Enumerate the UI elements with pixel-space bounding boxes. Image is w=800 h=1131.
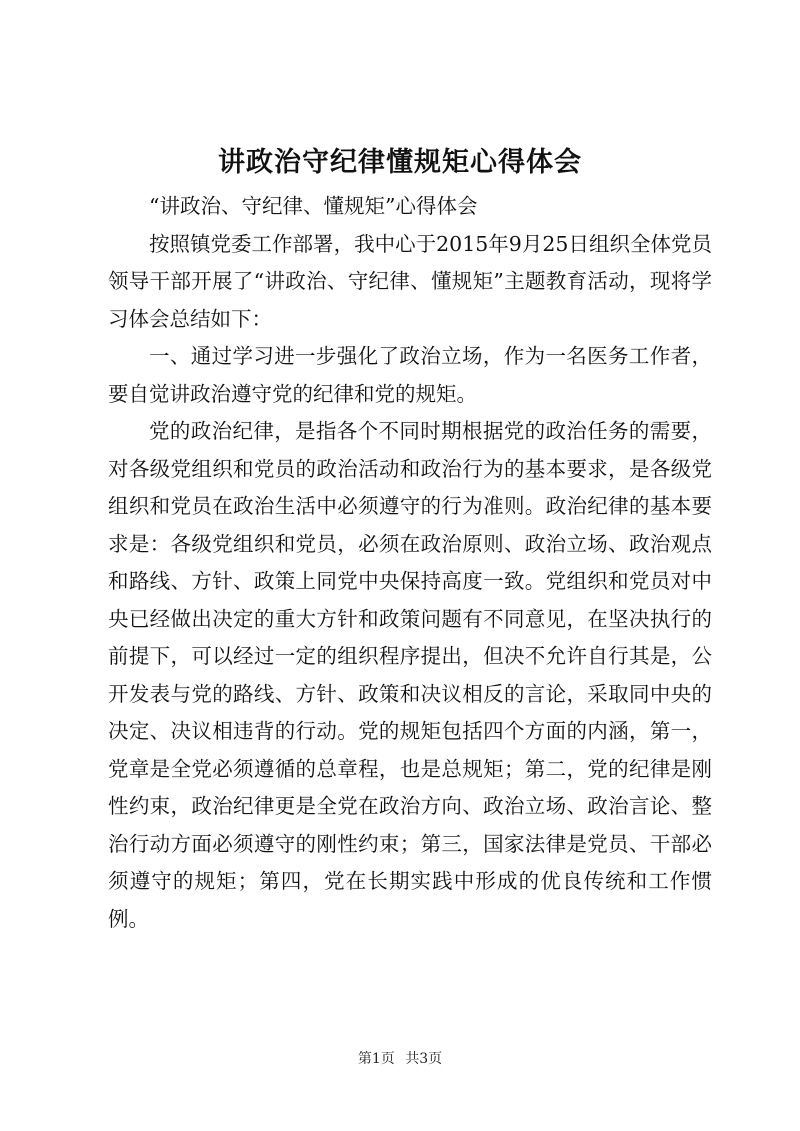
document-title: 讲政治守纪律懂规矩心得体会 — [218, 147, 582, 178]
total-pages: 共3页 — [405, 1051, 443, 1067]
page-number: 第1页 — [357, 1051, 395, 1067]
page-footer — [0, 1048, 800, 1068]
intro-paragraph: 按照镇党委工作部署，我中心于2015年9月25日组织全体党员领导干部开展了“讲政治、守纪律、懂规矩”主题教育活动，现将学习体会总结如下： — [108, 231, 712, 331]
political-discipline-paragraph: 党的政治纪律，是指各个不同时期根据党的政治任务的需要，对各级党组织和党员的政治活动和政治行为的基本要求，是各级党组织和党员在政治生活中必须遵守的行为准则。政治纪律的基本要求是：各级党组织和党员，必须在政治原则、政治立场、政治观点和路线、方针、政策上同党中央保持高度一致。党组织和党员对中央已经做出决定的重大方针和政策问题有不同意见，在坚决执行的前提下，可以经过一定的组织程序提出，但决不允许自行其是，公开发表与党的路线、方针、政策和决议相反的言论，采取同中央的决定、决议相违背的行动。党的规矩包括四个方面的内涵，第一，党章是全党必须遵循的总章程，也是总规矩；第二，党的纪律是刚性约束，政治纪律更是全党在政治方向、政治立场、政治言论、整治行动方面必须遵守的刚性约束；第三，国家法律是党员、干部必须遵守的规矩；第四，党在长期实践中形成的优良传统和工作惯例。 — [108, 419, 712, 931]
document-body — [108, 188, 712, 938]
section-one-heading-paragraph: 一、通过学习进一步强化了政治立场，作为一名医务工作者，要自觉讲政治遵守党的纪律和党的规矩。 — [108, 344, 712, 406]
subtitle-paragraph: “讲政治、守纪律、懂规矩”心得体会 — [149, 194, 478, 218]
